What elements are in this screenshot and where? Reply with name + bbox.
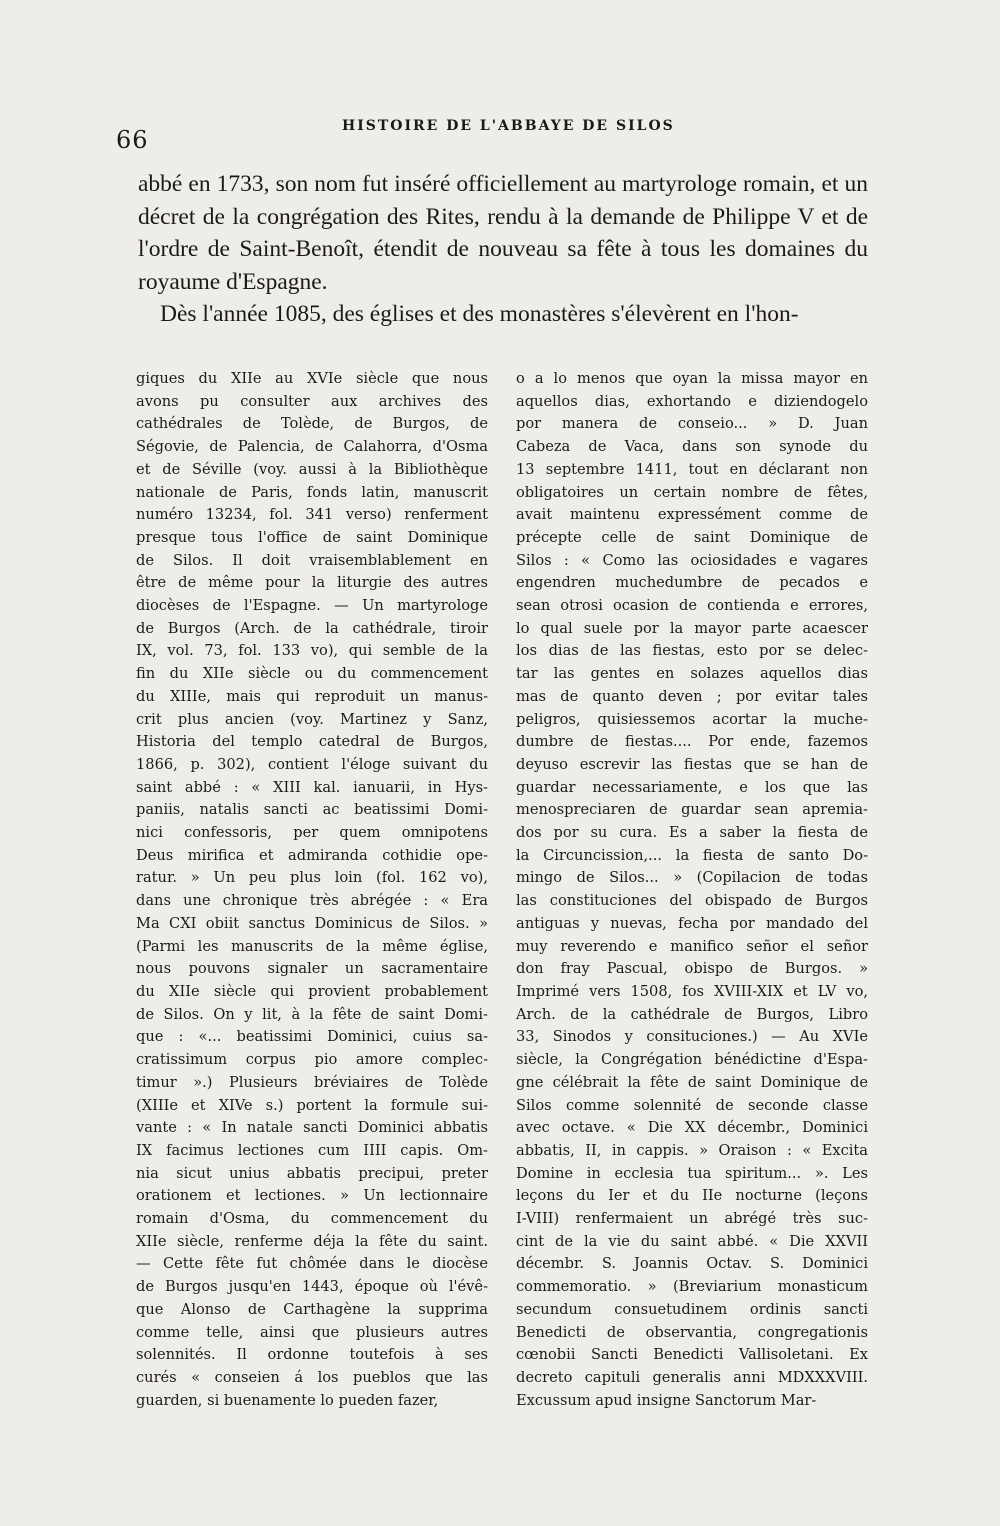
footnote-line: por manera de conseio... » D. Juan (516, 415, 868, 433)
footnote-line: Excussum apud insigne Sanctorum Mar- (516, 1391, 817, 1409)
footnote-line: los dias de las fiestas, esto por se delec- (516, 642, 868, 660)
footnote-line: que : «... beatissimi Dominici, cuius sa- (136, 1028, 488, 1046)
footnote-line: comme telle, ainsi que plusieurs autres (136, 1323, 488, 1341)
footnote-line: abbatis, II, in cappis. » Oraison : « Excita (516, 1141, 868, 1159)
footnote-line: dos por su cura. Es a saber la fiesta de (516, 824, 868, 842)
footnote-line: cathédrales de Tolède, de Burgos, de (136, 415, 488, 433)
footnote-line: engendren muchedumbre de pecados e (516, 574, 868, 592)
page-number: 66 (116, 126, 149, 154)
footnote-line: cint de la vie du saint abbé. « Die XXVII (516, 1232, 868, 1250)
footnote-line: Arch. de la cathédrale de Burgos, Libro (516, 1005, 868, 1023)
footnote-line: dumbre de fiestas.... Por ende, fazemos (516, 733, 868, 751)
footnote-line: decreto capituli generalis anni MDXXXVIII. (516, 1368, 868, 1386)
footnote-line: IX facimus lectiones cum IIII capis. Om- (136, 1141, 488, 1159)
footnote-line: Silos : « Como las ociosidades e vagares (516, 551, 868, 569)
footnote-line: Ma CXI obiit sanctus Dominicus de Silos. » (136, 914, 488, 932)
footnote-line: las constituciones del obispado de Burgos (516, 892, 868, 910)
footnote-line: avec octave. « Die XX décembr., Dominici (516, 1119, 868, 1137)
footnote-line: commemoratio. » (Breviarium monasticum (516, 1278, 868, 1296)
footnote-line: guarden, si buenamente lo pueden fazer, (136, 1391, 439, 1409)
footnote-line: de Silos. On y lit, à la fête de saint Domi- (136, 1005, 488, 1023)
footnote-line: de Burgos (Arch. de la cathédrale, tiroir (136, 619, 488, 637)
footnote-line: solennités. Il ordonne toutefois à ses (136, 1346, 488, 1364)
footnote-line: Silos comme solennité de seconde classe (516, 1096, 868, 1114)
footnote-line: Cabeza de Vaca, dans son synode du (516, 438, 868, 456)
footnote-line: cratissimum corpus pio amore complec- (136, 1051, 488, 1069)
footnote-line: I-VIII) renfermaient un abrégé très suc- (516, 1210, 868, 1228)
main-text (138, 168, 868, 331)
footnote-line: peligros, quisiessemos acortar la muche- (516, 710, 868, 728)
footnote-line: nia sicut unius abbatis precipui, preter (136, 1164, 488, 1182)
footnote-line: crit plus ancien (voy. Martinez y Sanz, (136, 710, 488, 728)
footnote-line: et de Séville (voy. aussi à la Bibliothèque (136, 460, 488, 478)
footnote-line: du XIIe siècle qui provient probablement (136, 982, 488, 1000)
main-paragraph-1: abbé en 1733, son nom fut inséré officiellement au martyrologe romain, et un décret de la congrégation des Rites, rendu à la demande de Philippe V et de l'ordre de Saint-Benoît, étendit de nouveau sa fête à tous les domaines du royaume d'Espagne. (138, 171, 868, 295)
footnote-line: de Burgos jusqu'en 1443, époque où l'évê- (136, 1278, 488, 1296)
footnote-right-column (516, 368, 868, 1412)
footnote-line: siècle, la Congrégation bénédictine d'Espa- (516, 1051, 868, 1069)
footnote-line: du XIIIe, mais qui reproduit un manus- (136, 687, 488, 705)
footnote-line: don fray Pascual, obispo de Burgos. » (516, 960, 868, 978)
footnote-line: de Silos. Il doit vraisemblablement en (136, 551, 488, 569)
footnote-line: 1866, p. 302), contient l'éloge suivant du (136, 755, 488, 773)
footnote-line: avait maintenu expressément comme de (516, 506, 868, 524)
footnote-line: curés « conseien á los pueblos que las (136, 1368, 488, 1386)
footnote-line: paniis, natalis sancti ac beatissimi Domi- (136, 801, 488, 819)
footnote-line: IX, vol. 73, fol. 133 vo), qui semble de la (136, 642, 488, 660)
footnote-line: Benedicti de observantia, congregationis (516, 1323, 868, 1341)
footnote-line: timur ».) Plusieurs bréviaires de Tolède (136, 1073, 488, 1091)
footnote-line: nici confessoris, per quem omnipotens (136, 824, 488, 842)
footnote-line: dans une chronique très abrégée : « Era (136, 892, 488, 910)
footnote-line: XIIe siècle, renferme déja la fête du saint. (136, 1232, 488, 1250)
footnote-line: o a lo menos que oyan la missa mayor en (516, 370, 868, 387)
footnote-line: que Alonso de Carthagène la supprima (136, 1300, 488, 1318)
footnote-line: fin du XIIe siècle ou du commencement (136, 665, 488, 683)
footnote-line: — Cette fête fut chômée dans le diocèse (136, 1255, 488, 1273)
footnote-line: avons pu consulter aux archives des (136, 392, 488, 410)
footnote-line: secundum consuetudinem ordinis sancti (516, 1300, 868, 1318)
footnote-line: (Parmi les manuscrits de la même église, (136, 937, 488, 955)
footnote-line: cœnobii Sancti Benedicti Vallisoletani. Ex (516, 1346, 868, 1364)
footnote-line: nous pouvons signaler un sacramentaire (136, 960, 488, 978)
footnote-line: être de même pour la liturgie des autres (136, 574, 488, 592)
footnote-line: gne célébrait la fête de saint Dominique de (516, 1073, 868, 1091)
footnote-line: presque tous l'office de saint Dominique (136, 528, 488, 546)
footnote-line: 13 septembre 1411, tout en déclarant non (516, 460, 868, 478)
footnote-line: vante : « In natale sancti Dominici abbatis (136, 1119, 488, 1137)
footnote-line: menospreciaren de guardar sean apremia- (516, 801, 868, 819)
footnote-left-column (136, 368, 488, 1412)
footnote-line: antiguas y nuevas, fecha por mandado del (516, 914, 868, 932)
footnote-line: (XIIIe et XIVe s.) portent la formule sui- (136, 1096, 488, 1114)
footnote-line: numéro 13234, fol. 341 verso) renferment (136, 506, 488, 524)
footnote-line: décembr. S. Joannis Octav. S. Dominici (516, 1255, 868, 1273)
running-title: HISTOIRE DE L'ABBAYE DE SILOS (342, 118, 675, 134)
main-paragraph-2: Dès l'année 1085, des églises et des monastères s'élevèrent en l'hon- (160, 301, 799, 327)
footnote-line: Historia del templo catedral de Burgos, (136, 733, 488, 751)
footnote-line: tar las gentes en solazes aquellos dias (516, 665, 868, 683)
footnote-line: Ségovie, de Palencia, de Calahorra, d'Osma (136, 438, 488, 456)
footnote-line: aquellos dias, exhortando e diziendogelo (516, 392, 868, 410)
footnote-line: Domine in ecclesia tua spiritum... ». Les (516, 1164, 868, 1182)
footnote-line: mas de quanto deven ; por evitar tales (516, 687, 868, 705)
footnote-line: sean otrosi ocasion de contienda e errores, (516, 597, 868, 615)
footnote-line: deyuso escrevir las fiestas que se han de (516, 755, 868, 773)
footnote-line: mingo de Silos... » (Copilacion de todas (516, 869, 868, 887)
footnote-line: lo qual suele por la mayor parte acaescer (516, 619, 868, 637)
footnote-line: orationem et lectiones. » Un lectionnaire (136, 1187, 488, 1205)
footnote-line: romain d'Osma, du commencement du (136, 1210, 488, 1228)
footnote-line: 33, Sinodos y consituciones.) — Au XVIe (516, 1028, 868, 1046)
footnote-line: Imprimé vers 1508, fos XVIII-XIX et LV vo, (516, 982, 868, 1000)
footnote-line: obligatoires un certain nombre de fêtes, (516, 483, 868, 501)
footnote-line: leçons du Ier et du IIe nocturne (leçons (516, 1187, 868, 1205)
footnote-line: saint abbé : « XIII kal. ianuarii, in Hys- (136, 778, 488, 796)
footnote-line: giques du XIIe au XVIe siècle que nous (136, 370, 488, 387)
footnote-line: précepte celle de saint Dominique de (516, 528, 868, 546)
footnote-line: nationale de Paris, fonds latin, manuscrit (136, 483, 488, 501)
footnote-line: diocèses de l'Espagne. — Un martyrologe (136, 597, 488, 615)
footnote-line: guardar necessariamente, e los que las (516, 778, 868, 796)
footnote-line: la Circuncission,... la fiesta de santo Do- (516, 846, 868, 864)
footnote-line: muy reverendo e manifico señor el señor (516, 937, 868, 955)
footnote-line: ratur. » Un peu plus loin (fol. 162 vo), (136, 869, 488, 887)
footnote-line: Deus mirifica et admiranda cothidie ope- (136, 846, 488, 864)
